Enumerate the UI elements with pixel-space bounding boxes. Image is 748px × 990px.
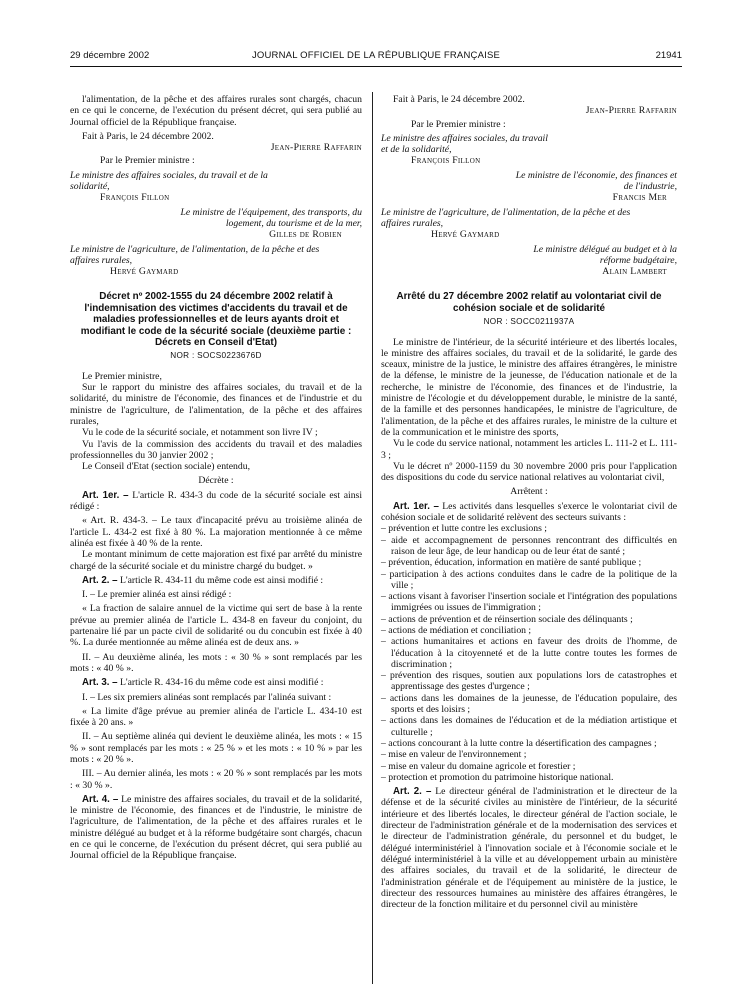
left-intro: l'alimentation, de la pêche et des affaires rurales sont chargés, chacun en ce qui le concerne, de l'exécution du présent décret, qui sera publié au Journal officiel de la République française. <box>70 94 362 128</box>
right-min1-name: François Fillon <box>411 155 481 167</box>
arretent-heading: Arrêtent : <box>510 486 548 498</box>
left-p5: Le Conseil d'Etat (section sociale) entendu, <box>82 461 250 473</box>
right-par-pm: Par le Premier ministre : <box>411 118 506 130</box>
art2-i: I. – Le premier alinéa est ainsi rédigé : <box>82 589 232 601</box>
column-divider <box>372 92 373 984</box>
left-fait: Fait à Paris, le 24 décembre 2002. <box>82 130 214 142</box>
left-p1: Le Premier ministre, <box>82 370 162 382</box>
list-item: – prévention et lutte contre les exclusions ; <box>381 523 677 534</box>
right-p2: Vu le code du service national, notamment les articles L. 111-2 et L. 111-3 ; <box>381 438 677 461</box>
left-par-pm: Par le Premier ministre : <box>100 155 195 167</box>
art1-text: L'article R. 434-3 du code de la sécurité sociale est ainsi rédigé : <box>70 489 363 513</box>
art2-ii: II. – Au deuxième alinéa, les mots : « 30 % » sont remplacés par les mots : « 40 % ». <box>70 651 362 674</box>
left-pm-name: Jean-Pierre Raffarin <box>270 142 362 154</box>
list-item: – actions visant à favoriser l'insertion sociale et l'intégration des populations immigrées ou issues de l'immigration ; <box>381 591 677 614</box>
right-min3-title: Le ministre de l'agriculture, de l'alimentation, de la pêche et des affaires rurales, <box>381 206 631 229</box>
right-min4-name: Alain Lambert <box>602 266 667 278</box>
art3-label: Art. 3. – <box>82 677 118 689</box>
right-fait: Fait à Paris, le 24 décembre 2002. <box>393 94 525 105</box>
header-page-number: 21941 <box>655 50 682 61</box>
list-item: – participation à des actions conduites dans le cadre de la politique de la ville ; <box>381 569 677 592</box>
left-min1-title: Le ministre des affaires sociales, du travail et de la solidarité, <box>70 169 268 193</box>
right-pm-name: Jean-Pierre Raffarin <box>585 105 677 117</box>
right-min1-title: Le ministre des affaires sociales, du travail et de la solidarité, <box>381 132 548 156</box>
right-p3: Vu le décret nº 2000-1159 du 30 novembre 2000 pris pour l'application des dispositions du code du service national relatives au volontariat civil, <box>381 460 677 484</box>
list-item: – mise en valeur de l'environnement ; <box>381 749 677 760</box>
r-art1-text: Les activités dans lesquelles s'exerce le volontariat civil de cohésion sociale et de solidarité relèvent des secteurs suivants : <box>381 500 677 524</box>
left-min3-name: Hervé Gaymard <box>110 266 179 278</box>
r-art2-label: Art. 2. – <box>393 786 432 798</box>
right-min4-title: Le ministre délégué au budget et à la réforme budgétaire, <box>533 243 677 266</box>
art3-text: L'article R. 434-16 du même code est ainsi modifié : <box>119 677 324 689</box>
list-item: – actions humanitaires et actions en faveur des droits de l'homme, de l'éducation à la citoyenneté et de la lutte contre toutes les formes de discrimination ; <box>381 636 677 670</box>
art2-label: Art. 2. – <box>82 574 118 586</box>
list-item: – actions de médiation et conciliation ; <box>381 625 677 636</box>
decree-title: Décret nº 2002-1555 du 24 décembre 2002 relatif à l'indemnisation des victimes d'accidents du travail et de maladies professionnelles et de leurs ayants droit et modifiant le code de la sécurité sociale (deuxième partie : Décrets en Conseil d'Etat) <box>80 291 352 349</box>
art1-quote-1: « Art. R. 434-3. – Le taux d'incapacité prévu au troisième alinéa de l'article L. 434-2 est fixé à 80 %. La majoration mentionnée à ce même alinéa est fixée à 40 % de la rente. <box>70 515 362 549</box>
list-item: – protection et promotion du patrimoine historique national. <box>381 772 677 783</box>
left-min2-title: Le ministre de l'équipement, des transports, du logement, du tourisme et de la mer, <box>180 206 362 229</box>
decrete-heading: Décrète : <box>198 475 234 487</box>
header-rule <box>70 66 682 67</box>
r-art1-label: Art. 1er. – <box>393 500 439 512</box>
art4-text: Le ministre des affaires sociales, du travail et de la solidarité, le ministre de l'économie, des finances et de l'industrie, le ministre de l'agriculture, de l'alimentation, de la pêche et des affaires rurales et le ministre délégué au budget et à la réforme budgétaire sont chargés, chacun en ce qui le concerne, de l'exécution du présent décret, qui sera publié au Journal officiel de la République française. <box>70 793 362 862</box>
left-p3: Vu le code de la sécurité sociale, et notamment son livre IV ; <box>82 427 318 439</box>
list-item: – actions de prévention et de réinsertion sociale des délinquants ; <box>381 614 677 625</box>
art3-quote: « La limite d'âge prévue au premier alinéa de l'article L. 434-10 est fixée à 20 ans. » <box>70 705 362 729</box>
art3-iii: III. – Au dernier alinéa, les mots : « 20 % » sont remplacés par les mots : « 30 % ». <box>70 768 362 791</box>
list-item: – actions dans les domaines de la jeunesse, de l'éducation populaire, des sports et des loisirs ; <box>381 693 677 716</box>
list-item: – mise en valeur du domaine agricole et forestier ; <box>381 761 677 772</box>
art2-quote: « La fraction de salaire annuel de la victime qui sert de base à la rente prévue au premier alinéa de l'article L. 434-8 en faveur du conjoint, du partenaire lié par un pacte civil de solidarité ou du concubin est fixée à 40 %. La durée mentionnée au même alinéa est de deux ans. » <box>70 603 362 649</box>
list-item: – prévention des risques, soutien aux populations lors de catastrophes et apprentissage des gestes d'urgence ; <box>381 670 677 693</box>
list-item: – aide et accompagnement de personnes rencontrant des difficultés en raison de leur âge, de leur handicap ou de leur état de santé ; <box>381 535 677 558</box>
left-min1-name: François Fillon <box>100 192 170 204</box>
right-p1: Le ministre de l'intérieur, de la sécurité intérieure et des libertés locales, le ministre des affaires sociales, du travail et de la solidarité, le garde des sceaux, ministre de la justice, le ministre des affaires étrangères, le ministre de la défense, le ministre de la jeunesse, de l'éducation nationale et de la recherche, le ministre de l'économie, des finances et de l'industrie, la ministre de l'écologie et du développement durable, le ministre de la santé, de la famille et des personnes handicapées, le ministre de l'agriculture, de l'alimentation, de la pêche et des affaires rurales, le ministre de la culture et de la communication et le ministre des sports, <box>381 336 677 438</box>
decree-nor: NOR : SOCS0223676D <box>170 351 262 361</box>
art3-i: I. – Les six premiers alinéas sont remplacés par l'alinéa suivant : <box>82 691 332 703</box>
list-item: – prévention, éducation, information en matière de santé publique ; <box>381 557 677 568</box>
art4-label: Art. 4. – <box>82 793 119 805</box>
art1-quote-2: Le montant minimum de cette majoration est fixé par arrêté du ministre chargé de la sécurité sociale et du ministre chargé du budget. » <box>70 549 362 572</box>
art3-ii: II. – Au septième alinéa qui devient le deuxième alinéa, les mots : « 15 % » sont remplacés par les mots : « 25 % » et les mots : « 10 % » par les mots : « 20 % ». <box>70 731 362 765</box>
activity-list <box>381 523 677 783</box>
page-header <box>70 50 682 66</box>
left-min2-name: Gilles de Robien <box>269 229 342 241</box>
right-min2-name: Francis Mer <box>612 192 667 204</box>
left-column <box>70 94 362 862</box>
left-p2: Sur le rapport du ministre des affaires sociales, du travail et de la solidarité, du ministre de l'économie, des finances et de l'industrie et du ministre de l'agriculture, de l'alimentation, de la pêche et des affaires rurales, <box>70 382 362 427</box>
art2-text: L'article R. 434-11 du même code est ainsi modifié : <box>119 574 324 586</box>
header-date: 29 décembre 2002 <box>70 50 150 61</box>
left-min3-title: Le ministre de l'agriculture, de l'alimentation, de la pêche et des affaires rurales, <box>70 243 320 266</box>
arrete-nor: NOR : SOCC0211937A <box>483 317 575 327</box>
header-journal-title: JOURNAL OFFICIEL DE LA RÉPUBLIQUE FRANÇAISE <box>251 50 501 61</box>
list-item: – actions dans les domaines de l'éducation et de la médiation artistique et culturelle ; <box>381 715 677 738</box>
right-min2-title: Le ministre de l'économie, des finances et de l'industrie, <box>515 169 677 193</box>
right-min3-name: Hervé Gaymard <box>431 229 500 241</box>
left-p4: Vu l'avis de la commission des accidents du travail et des maladies professionnelles du 30 janvier 2002 ; <box>70 438 362 461</box>
art1-label: Art. 1er. – <box>82 489 129 501</box>
arrete-title: Arrêté du 27 décembre 2002 relatif au volontariat civil de cohésion sociale et de solidarité <box>396 291 662 314</box>
right-column <box>381 94 677 910</box>
r-art2-text: Le directeur général de l'administration et le directeur de la défense et de la sécurité civiles au ministère de l'intérieur, de la sécurité intérieure et des libertés locales, le directeur général de l'action sociale, le directeur de l'administration générale et de la modernisation des services et le directeur de l'administration générale, du personnel et du budget, le délégué interministériel à l'innovation sociale et à l'économie sociale et le délégué interministériel à la ville et au développement urbain au ministère des affaires sociales, du travail et de la solidarité, le directeur de l'administration générale et de l'équipement au ministère de la justice, le directeur des ressources humaines au ministère des affaires étrangères, le directeur de la fonction militaire et du personnel civil au ministère <box>381 786 677 911</box>
list-item: – actions concourant à la lutte contre la désertification des campagnes ; <box>381 738 677 749</box>
